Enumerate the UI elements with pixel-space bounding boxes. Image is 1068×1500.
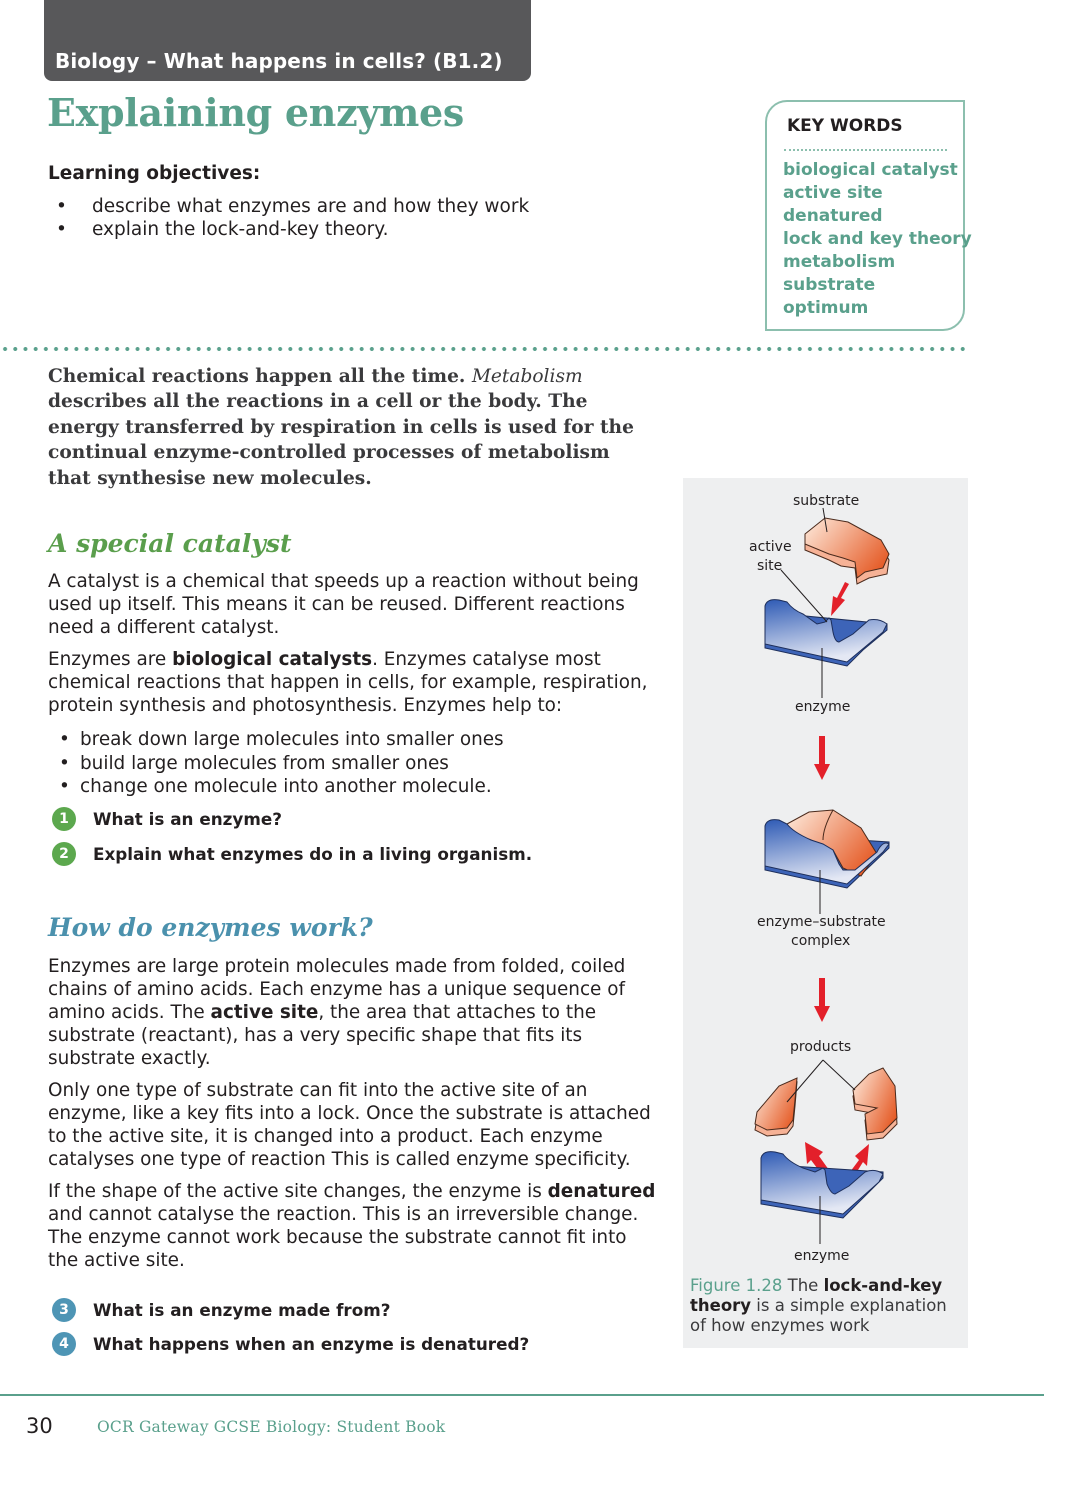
label-enzyme-substrate: enzyme–substrate [757,914,886,930]
question-text: What happens when an enzyme is denatured? [93,1334,530,1354]
intro-text: Chemical reactions happen all the time. [48,366,472,387]
label-active: active [749,539,792,555]
key-word: substrate [783,275,876,295]
text: . Enzymes catalyse most chemical reactions that happen in cells, for example, respiration, protein synthesis and photosynthesis. Enzymes help to: [48,649,648,716]
substrate-shape [805,518,889,584]
page-number: 30 [26,1414,53,1438]
lock-and-key-diagram [683,478,968,1278]
section2-body [48,955,658,1281]
figure-number: Figure 1.28 [690,1276,783,1295]
key-words-divider [784,149,947,151]
section-heading-special-catalyst: A special catalyst [48,529,292,558]
section-header-tab [44,0,531,81]
key-words-box [765,100,972,331]
key-words-list [783,159,972,320]
red-arrow-icon [831,582,849,616]
question-text: What is an enzyme? [93,809,282,829]
paragraph: Only one type of substrate can fit into the active site of an enzyme, like a key fits into a lock. Once the substrate is attached to the active site, it is changed into a product. Each enzyme catalyses one type of reaction This is called enzyme specificity. [48,1080,651,1170]
products-leader-line [823,1060,855,1090]
section-header-label: Biology – What happens in cells? (B1.2) [55,49,503,73]
paragraph: A catalyst is a chemical that speeds up a reaction without being used up itself. This means it can be reused. Different reactions need a different catalyst. [48,571,639,638]
learning-objective-item: • describe what enzymes are and how they work [56,195,529,218]
text: If the shape of the active site changes, the enzyme is [48,1181,548,1202]
text: , the area that attaches to the substrate (reactant), has a very specific shape that fits its substrate exactly. [48,1002,597,1069]
key-word: biological catalyst [783,160,958,180]
page-title: Explaining enzymes [47,90,465,135]
figure-caption [690,1276,960,1336]
question-4 [52,1332,529,1356]
paragraph [48,955,658,1070]
text: Enzymes are [48,649,173,670]
question-number-badge: 2 [52,842,76,866]
key-word: optimum [783,298,869,318]
label-complex: complex [791,933,851,949]
product-shape-right [853,1068,897,1140]
label-site: site [757,558,783,574]
section-heading-how-enzymes-work: How do enzymes work? [48,913,373,942]
intro-text: describes all the reactions in a cell or the body. The energy transferred by respiration in cells is used for the continual enzyme-controlled processes of metabolism that synthesise new molecules. [48,391,634,489]
question-3 [52,1298,390,1322]
red-arrow-down-icon [814,736,830,780]
list-item: • change one molecule into another molecule. [48,775,504,799]
enzyme-shape [765,600,887,666]
paragraph [48,648,658,717]
red-arrow-down-icon [814,978,830,1022]
bold-term: denatured [547,1181,656,1202]
section1-body [48,570,658,726]
dotted-divider [0,346,968,352]
label-enzyme-bottom: enzyme [794,1248,850,1264]
question-number-badge: 3 [52,1298,76,1322]
enzyme-functions-list [48,728,504,799]
caption-text: The [782,1276,824,1295]
book-title: OCR Gateway GCSE Biology: Student Book [97,1418,446,1436]
lock-and-key-figure [683,478,968,1348]
caption-bold-term: lock-and-key theory [690,1276,943,1315]
paragraph [48,1180,658,1272]
key-word: metabolism [783,252,896,272]
question-number-badge: 4 [52,1332,76,1356]
learning-objectives-heading: Learning objectives: [48,163,261,184]
label-enzyme: enzyme [795,699,851,715]
label-products: products [790,1039,852,1055]
footer-divider [0,1394,1044,1396]
label-substrate: substrate [793,493,860,509]
key-word: active site [783,183,883,203]
bold-term: active site [210,1002,319,1023]
list-item: • build large molecules from smaller ones [48,752,504,776]
learning-objective-item: • explain the lock-and-key theory. [56,218,529,241]
text: and cannot catalyse the reaction. This is an irreversible change. The enzyme cannot work because the substrate cannot fit into the active site. [48,1204,639,1271]
caption-text: is a simple explanation of how enzymes work [690,1296,947,1335]
bold-term: biological catalysts [172,649,373,670]
learning-objectives-list [56,195,529,241]
question-number-badge: 1 [52,807,76,831]
question-2 [52,842,532,866]
intro-italic-term: Metabolism [471,366,583,387]
product-shape-left [755,1078,797,1136]
question-1 [52,807,282,831]
enzyme-substrate-complex-shape [765,810,889,888]
question-text: Explain what enzymes do in a living organism. [93,844,533,864]
key-word: denatured [783,206,883,226]
intro-paragraph [48,364,658,491]
list-item: • break down large molecules into smaller ones [48,728,504,752]
key-word: lock and key theory [783,229,972,249]
question-text: What is an enzyme made from? [93,1300,391,1320]
key-words-heading: KEY WORDS [787,116,903,136]
text: Enzymes are large protein molecules made from folded, coiled chains of amino acids. Each enzyme has a unique sequence of amino acids. The [48,956,626,1023]
